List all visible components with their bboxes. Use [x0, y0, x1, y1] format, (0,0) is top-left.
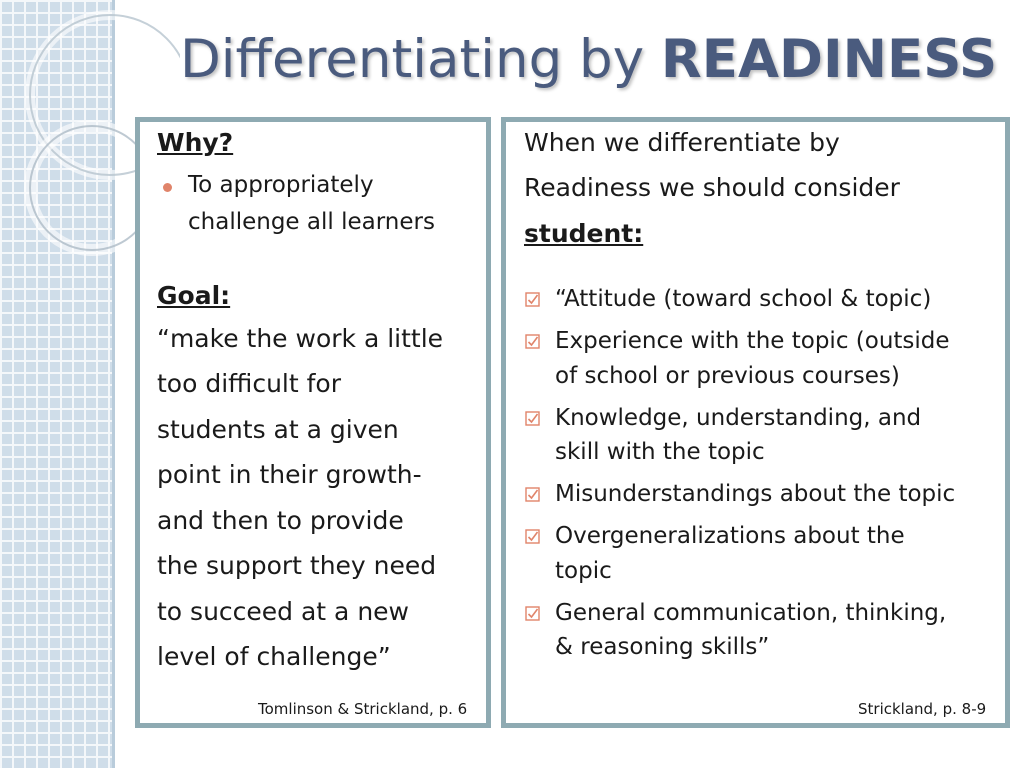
factor-item: General communication, thinking, — [555, 600, 947, 626]
goal-quote-line: point in their growth- — [157, 460, 422, 489]
factor-item: “Attitude (toward school & topic) — [555, 286, 932, 312]
checkbox-checked-icon — [525, 292, 541, 308]
round-bullet-icon — [163, 183, 172, 192]
left-citation: Tomlinson & Strickland, p. 6 — [258, 700, 468, 718]
factor-item: Knowledge, understanding, and — [555, 405, 922, 431]
goal-quote-line: to succeed at a new — [157, 597, 409, 626]
goal-heading: Goal: — [157, 281, 231, 310]
goal-quote-line: and then to provide — [157, 506, 404, 535]
title-prefix: Differentiating by — [180, 29, 661, 90]
factor-item: Overgeneralizations about the — [555, 523, 905, 549]
checkbox-checked-icon — [525, 334, 541, 350]
goal-quote-line: students at a given — [157, 415, 399, 444]
intro-line-1: When we differentiate by — [524, 128, 840, 157]
checkbox-checked-icon — [525, 411, 541, 427]
intro-line-2: Readiness we should consider — [524, 173, 900, 202]
right-citation: Strickland, p. 8-9 — [858, 700, 987, 718]
checkbox-checked-icon — [525, 529, 541, 545]
factor-item-continued: & reasoning skills” — [555, 634, 770, 660]
checkbox-checked-icon — [525, 487, 541, 503]
intro-emphasis: student: — [524, 219, 644, 248]
checkbox-checked-icon — [525, 606, 541, 622]
title-emphasis: READINESS — [660, 29, 998, 90]
slide-title — [180, 20, 1000, 100]
goal-quote-line: “make the work a little — [157, 324, 444, 353]
factor-item: Experience with the topic (outside — [555, 328, 950, 354]
why-bullet-line-1: To appropriately — [188, 172, 374, 198]
factor-item-continued: skill with the topic — [555, 439, 765, 465]
goal-quote-line: too difficult for — [157, 369, 341, 398]
factor-item: Misunderstandings about the topic — [555, 481, 956, 507]
why-bullet-line-2: challenge all learners — [188, 209, 435, 235]
factor-item-continued: of school or previous courses) — [555, 363, 900, 389]
factor-item-continued: topic — [555, 558, 612, 584]
why-heading: Why? — [157, 128, 234, 157]
goal-quote-line: level of challenge” — [157, 642, 391, 671]
goal-quote-line: the support they need — [157, 551, 437, 580]
